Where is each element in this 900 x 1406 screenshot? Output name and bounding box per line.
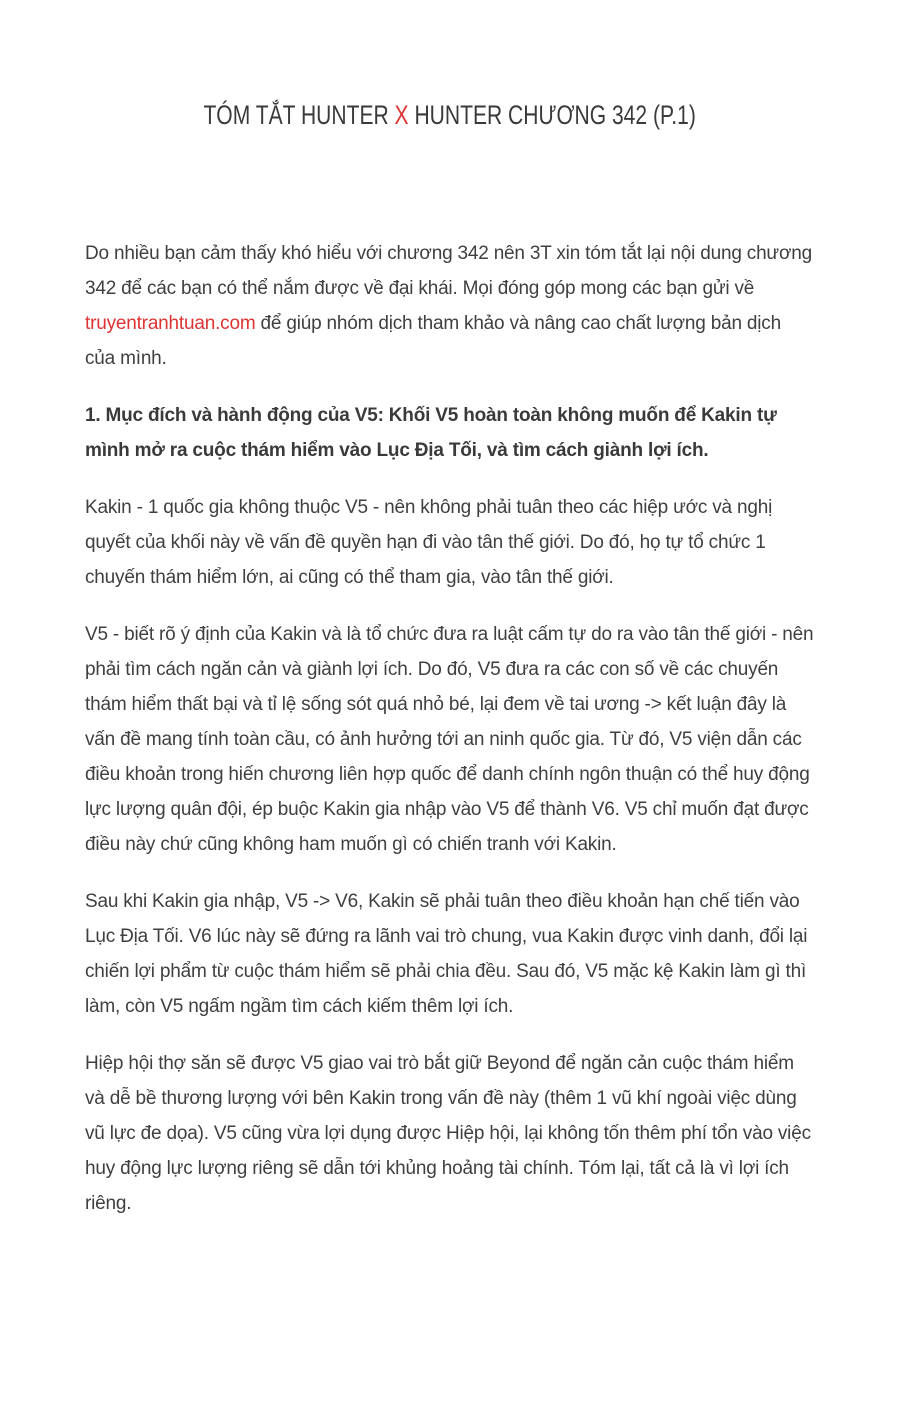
text-segment: Hiệp hội thợ săn sẽ được V5 giao vai trò bắt giữ Beyond để ngăn cản cuộc thám hiểm và dễ bề thương lượng với bên Kakin trong vấn đề này (thêm 1 vũ khí ngoài việc dùng vũ lực đe dọa). V5 cũng vừa lợi dụng được Hiệp hội, lại không tốn thêm phí tổn vào việc huy động lực lượng riêng sẽ dẫn tới khủng hoảng tài chính. Tóm lại, tất cả là vì lợi ích riêng. (85, 1053, 811, 1214)
post-title-text (204, 97, 696, 133)
paragraph-6 (85, 1046, 815, 1221)
truyentranhtuan-link[interactable]: truyentranhtuan.com (85, 313, 256, 334)
paragraph-4 (85, 617, 815, 862)
text-segment: để giúp nhóm dịch tham khảo và nâng cao chất lượng bản dịch của mình. (85, 313, 781, 369)
text-segment: Do nhiều bạn cảm thấy khó hiểu với chương 342 nên 3T xin tóm tắt lại nội dung chương 342 để các bạn có thể nắm được về đại khái. Mọi đóng góp mong các bạn gửi về (85, 243, 812, 299)
section-heading-paragraph (85, 398, 815, 468)
post-title-post: HUNTER CHƯƠNG 342 (P.1) (408, 100, 697, 130)
text-segment: Kakin - 1 quốc gia không thuộc V5 - nên không phải tuân theo các hiệp ước và nghị quyết của khối này về vấn đề quyền hạn đi vào tân thế giới. Do đó, họ tự tổ chức 1 chuyến thám hiểm lớn, ai cũng có thể tham gia, vào tân thế giới. (85, 497, 773, 588)
post-title (0, 97, 900, 133)
post-title-pre: TÓM TẮT HUNTER (203, 100, 395, 130)
post-body (85, 236, 815, 1221)
paragraph-1 (85, 236, 815, 376)
paragraph-3 (85, 490, 815, 595)
paragraph-5 (85, 884, 815, 1024)
post-title-x-accent: X (394, 100, 409, 130)
text-segment: Sau khi Kakin gia nhập, V5 -> V6, Kakin sẽ phải tuân theo điều khoản hạn chế tiến vào Lục Địa Tối. V6 lúc này sẽ đứng ra lãnh vai trò chung, vua Kakin được vinh danh, đổi lại chiến lợi phẩm từ cuộc thám hiểm sẽ phải chia đều. Sau đó, V5 mặc kệ Kakin làm gì thì làm, còn V5 ngấm ngầm tìm cách kiếm thêm lợi ích. (85, 891, 808, 1017)
text-segment: 1. Mục đích và hành động của V5: Khối V5 hoàn toàn không muốn để Kakin tự mình mở ra cuộc thám hiểm vào Lục Địa Tối, và tìm cách giành lợi ích. (85, 405, 777, 461)
text-segment: V5 - biết rõ ý định của Kakin và là tổ chức đưa ra luật cấm tự do ra vào tân thế giới - nên phải tìm cách ngăn cản và giành lợi ích. Do đó, V5 đưa ra các con số về các chuyến thám hiểm thất bại và tỉ lệ sống sót quá nhỏ bé, lại đem về tai ương -> kết luận đây là vấn đề mang tính toàn cầu, có ảnh hưởng tới an ninh quốc gia. Từ đó, V5 viện dẫn các điều khoản trong hiến chương liên hợp quốc để danh chính ngôn thuận có thể huy động lực lượng quân đội, ép buộc Kakin gia nhập vào V5 để thành V6. V5 chỉ muốn đạt được điều này chứ cũng không ham muốn gì có chiến tranh với Kakin. (85, 624, 814, 855)
